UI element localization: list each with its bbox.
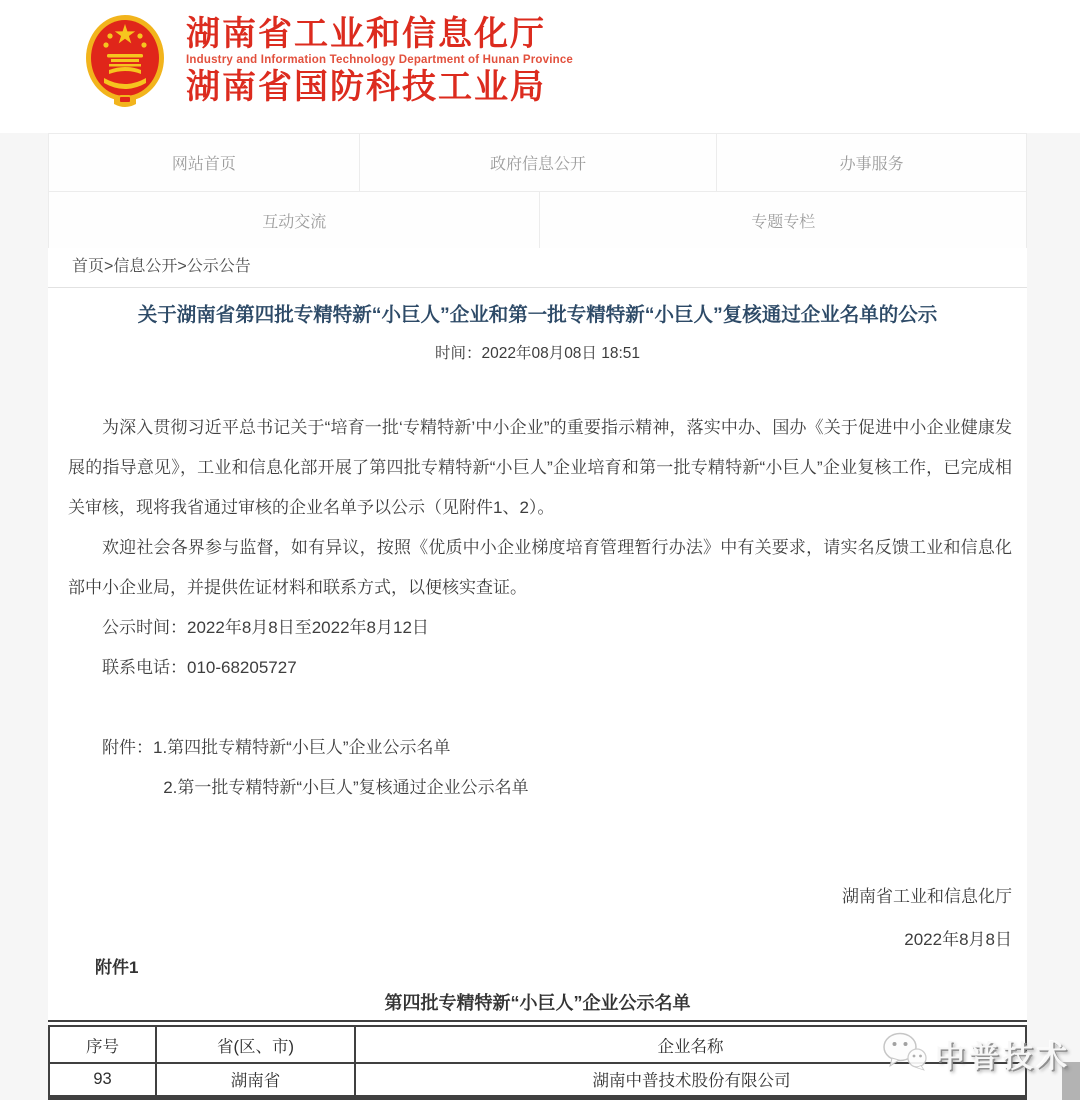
org-title-line2: 湖南省国防科技工业局 <box>186 68 546 106</box>
breadcrumb-band <box>48 248 1027 288</box>
nav-row-2 <box>49 191 1026 248</box>
page-title: 关于湖南省第四批专精特新“小巨人”企业和第一批专精特新“小巨人”复核通过企业名单的公示 <box>137 304 938 326</box>
enterprise-table <box>48 1020 1027 1100</box>
org-title-line1: 湖南省工业和信息化厅 <box>186 15 546 53</box>
signature-block <box>842 875 1012 961</box>
wechat-logo-icon <box>882 1031 928 1076</box>
breadcrumb[interactable]: 首页>信息公开>公示公告 <box>72 258 251 275</box>
nav-item-interaction[interactable]: 互动交流 <box>262 213 327 231</box>
nav-row-1 <box>49 134 1026 191</box>
publish-time: 时间：2022年08月08日 18:51 <box>434 345 641 362</box>
table-header-row <box>49 1026 1026 1063</box>
main-navigation <box>48 133 1027 249</box>
watermark-text: 中普技术 <box>935 1040 1071 1074</box>
contact-phone: 联系电话：010-68205727 <box>102 658 297 677</box>
signature-org: 湖南省工业和信息化厅 <box>842 887 1012 906</box>
attachment-list <box>68 728 1012 808</box>
nav-item-special-columns[interactable]: 专题专栏 <box>539 192 1026 248</box>
watermark <box>882 1031 1071 1076</box>
attachment1-label: 附件1 <box>95 958 139 977</box>
table-title: 第四批专精特新“小巨人”企业公示名单 <box>384 993 691 1013</box>
nav-item-gov-info[interactable]: 政府信息公开 <box>359 134 717 191</box>
attachment-link-2[interactable]: 2.第一批专精特新“小巨人”复核通过企业公示名单 <box>163 778 529 797</box>
attachment-link-1[interactable]: 附件：1.第四批专精特新“小巨人”企业公示名单 <box>102 738 451 757</box>
header-logo-block <box>186 15 573 106</box>
org-title-english: Industry and Information Technology Department of Hunan Province <box>186 54 574 66</box>
paragraph-1: 为深入贯彻习近平总书记关于“培育一批‘专精特新’中小企业”的重要指示精神，落实中办、国办《关于促进中小企业健康发展的指导意见》，工业和信息化部开展了第四批专精特新“小巨人”企业培育和第一批专精特新“小巨人”企业复核工作，已完成相关审核，现将我省通过审核的企业名单予以公示（见附件1、2）。 <box>68 418 1012 517</box>
table-row <box>49 1063 1026 1097</box>
col-header-province: 省(区、市) <box>156 1026 355 1063</box>
paragraph-2: 欢迎社会各界参与监督，如有异议，按照《优质中小企业梯度培育管理暂行办法》中有关要求，请实名反馈工业和信息化部中小企业局，并提供佐证材料和联系方式，以便核实查证。 <box>68 538 1012 597</box>
col-header-no: 序号 <box>49 1026 156 1063</box>
article-body <box>68 408 1012 808</box>
col-header-company: 企业名称 <box>355 1026 1026 1063</box>
national-emblem-icon <box>84 12 166 110</box>
signature-date: 2022年8月8日 <box>904 930 1012 949</box>
cell-serial-no: 93 <box>49 1063 156 1097</box>
nav-item-services[interactable]: 办事服务 <box>716 134 1026 191</box>
nav-item-home[interactable]: 网站首页 <box>171 156 236 173</box>
publicity-period: 公示时间：2022年8月8日至2022年8月12日 <box>102 618 429 637</box>
cell-province: 湖南省 <box>156 1063 355 1097</box>
cell-company-name: 湖南中普技术股份有限公司 <box>355 1063 1026 1097</box>
